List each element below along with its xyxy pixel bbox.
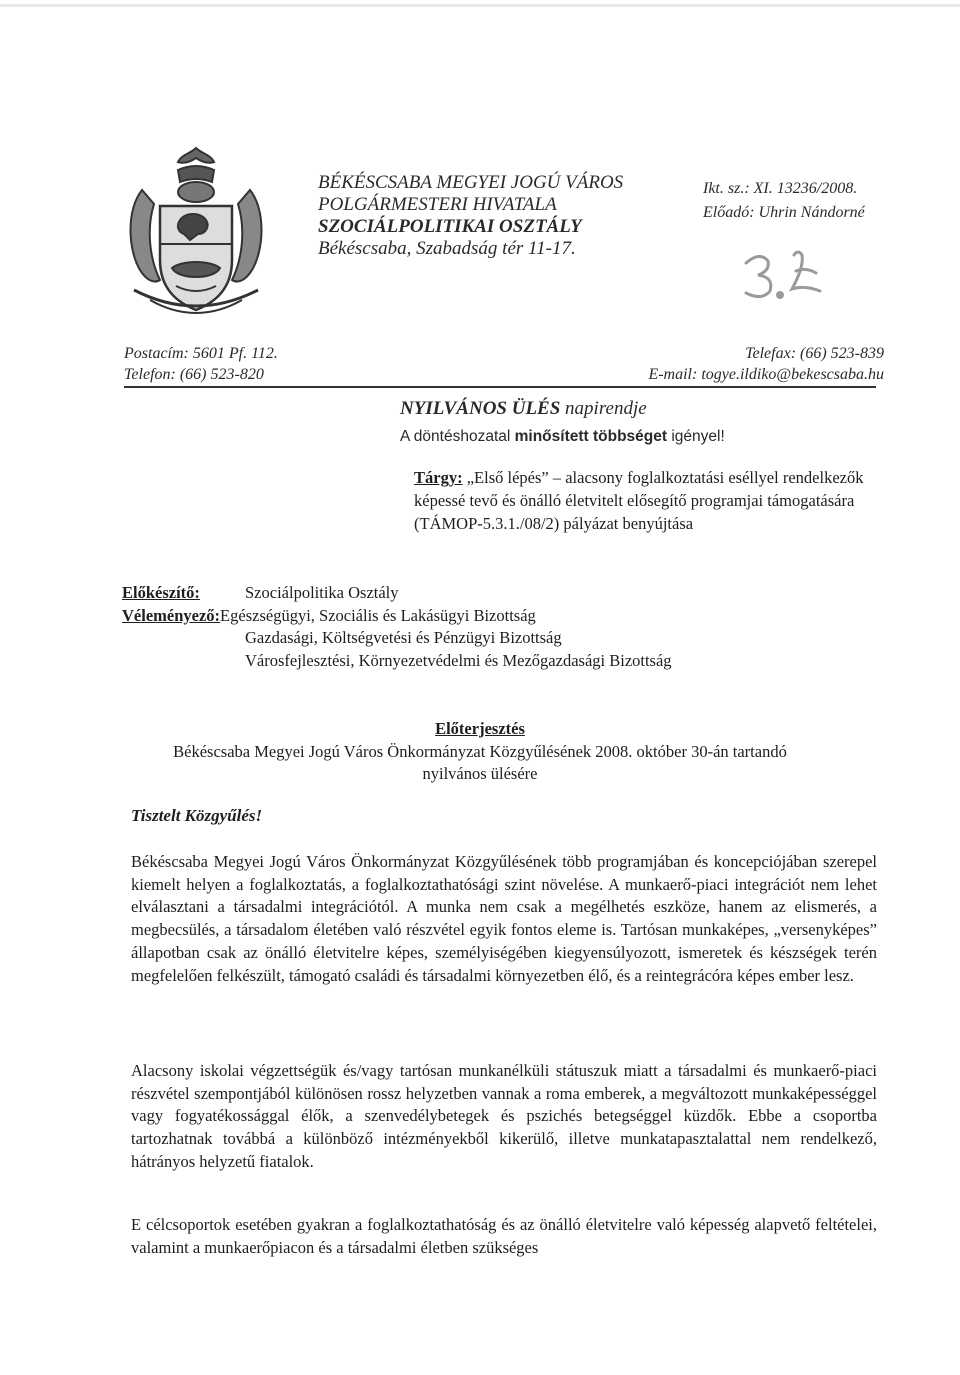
reference-block: [703, 177, 865, 225]
public-session-label: NYILVÁNOS ÜLÉS: [400, 398, 561, 419]
proposal-heading: [0, 718, 960, 786]
session-type: [400, 398, 647, 420]
decision-prefix: A döntéshozatal: [400, 428, 515, 445]
issuing-office: [318, 172, 623, 260]
coat-of-arms-icon: [120, 140, 272, 330]
reviewer-row: [122, 650, 672, 673]
reviewer-label: Véleményező:: [122, 605, 221, 625]
office-name: POLGÁRMESTERI HIVATALA: [318, 194, 557, 215]
postal-address: Postacím: 5601 Pf. 112.: [124, 345, 278, 362]
proposal-line: Békéscsaba Megyei Jogú Város Önkormányzat Közgyűlésének 2008. október 30-án tartandó: [173, 741, 787, 761]
reviewer-committee: Gazdasági, Költségvetési és Pénzügyi Bizottság: [245, 628, 562, 647]
prepared-by-label: Előkészítő:: [122, 583, 200, 602]
responsibility-block: [122, 582, 672, 672]
file-number: Ikt. sz.: XI. 13236/2008.: [703, 180, 858, 197]
reviewer-committee: Városfejlesztési, Környezetvédelmi és Mezőgazdasági Bizottság: [245, 650, 672, 670]
qualified-majority: minősített többséget: [514, 428, 668, 445]
proposal-line: nyilvános ülésére: [422, 764, 538, 783]
salutation: Tisztelt Közgyűlés!: [131, 806, 263, 825]
body-paragraph: E célcsoportok esetében gyakran a foglalkoztathatóság és az önálló életvitelre való képesség alapvető feltételei, valamint a munkaerőpiacon és a társadalmi életben szükséges: [131, 1215, 877, 1257]
agenda-label: napirendje: [560, 398, 647, 419]
proposal-title: Előterjesztés: [435, 719, 525, 738]
prepared-by-row: [122, 582, 672, 605]
fax-number: Telefax: (66) 523-839: [745, 345, 884, 362]
subject-block: [414, 466, 884, 535]
reviewer-row: [122, 605, 672, 628]
scan-edge: [0, 4, 960, 7]
body-paragraph: Alacsony iskolai végzettségük és/vagy tartósan munkanélküli státuszuk miatt a társadalmi és munkaerő-piaci részvétel szempontjából különösen rossz helyzetben vannak a roma emberek, a megváltozott munkaképességgel vagy fogyatékossággal élők, a szenvedélybetegek és pszichés betegséggel küzdők. Ebbe a csoportba tartozhatnak továbbá a különböző intézményekből kikerülő, illetve munkatapasztalattal nem rendelkező, hátrányos helyzetű fiatalok.: [131, 1061, 877, 1171]
decision-suffix: igényel!: [667, 428, 725, 445]
email-address: E-mail: togye.ildiko@bekescsaba.hu: [648, 366, 884, 383]
decision-requirement: [400, 428, 725, 446]
handwritten-agenda-mark: [740, 245, 830, 305]
subject-text: „Első lépés” – alacsony foglalkoztatási eséllyel rendelkezők képessé tevő és önálló életvitelt elősegítő programjai támogatására (TÁMOP-5.3.1./08/2) pályázat benyújtása: [414, 468, 864, 533]
reviewer-row: [122, 627, 672, 650]
subject-label: Tárgy:: [414, 468, 463, 487]
city-name: BÉKÉSCSABA MEGYEI JOGÚ VÁROS: [318, 172, 624, 193]
phone-number: Telefon: (66) 523-820: [124, 366, 264, 383]
prepared-by-value: Szociálpolitika Osztály: [245, 583, 399, 602]
header-divider: [124, 386, 876, 388]
presenter: Előadó: Uhrin Nándorné: [703, 204, 865, 221]
department-name: SZOCIÁLPOLITIKAI OSZTÁLY: [318, 216, 582, 237]
contact-right: [648, 343, 884, 385]
body-paragraph: Békéscsaba Megyei Jogú Város Önkormányzat Közgyűlésének több programjában és koncepciójában szerepel kiemelt helyen a foglalkoztatás, a foglalkoztathatósági szint növelése. A munkaerő-piaci integrációt nem lehet elválasztani a társadalmi integrációtól. A munka nem csak a megélhetés eszköze, hanem az elismerés, a megbecsülés, a társadalom életében való részvétel egyik fontos eleme is. Tartósan munkaképes, „versenyképes” állapotban csak az önálló életvitelre képes, személyiségében kiegyensúlyozott, ismeretek és készségek terén megfelelően felkészült, támogató családi és társadalmi környezetben élő, és a reintegrácóra képes ember lesz.: [131, 852, 877, 985]
contact-left: [124, 343, 278, 385]
office-address: Békéscsaba, Szabadság tér 11-17.: [318, 238, 576, 259]
reviewer-committee: Egészségügyi, Szociális és Lakásügyi Bizottság: [220, 605, 536, 625]
